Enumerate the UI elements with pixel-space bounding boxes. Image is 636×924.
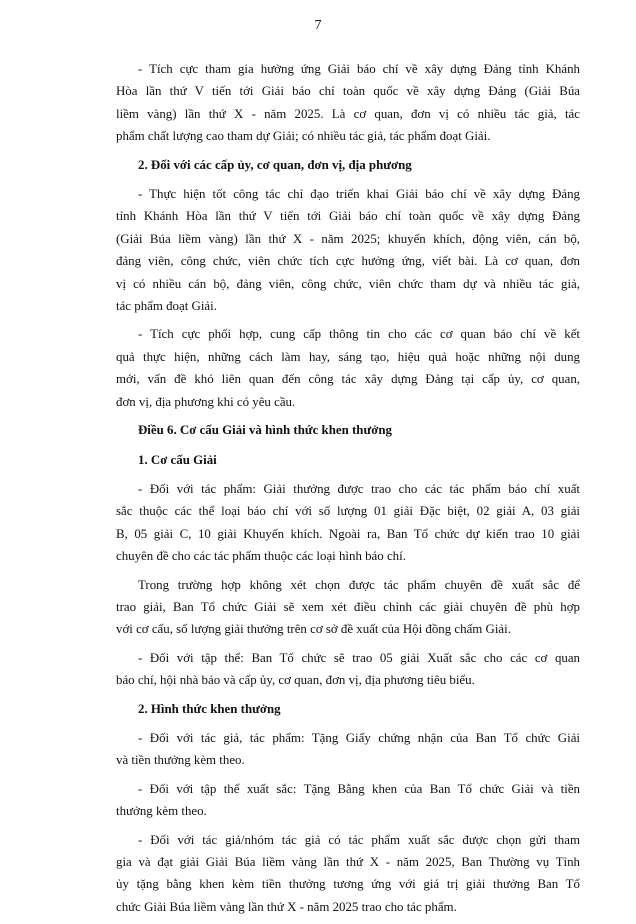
section-heading — [116, 419, 580, 441]
text-line: liềm vàng) lần thứ X - năm 2025. Là cơ quan, đơn vị có nhiều tác giả, tác — [116, 106, 580, 121]
text-line: - Đối với tác giả/nhóm tác giả có tác phẩm xuất sắc được chọn gửi tham — [138, 832, 580, 847]
paragraph — [116, 323, 580, 413]
paragraph — [116, 183, 580, 317]
text-line: 1. Cơ cấu Giải — [138, 452, 217, 467]
text-line: với cơ cấu, số lượng giải thưởng trên cơ sở đề xuất của Hội đồng chấm Giải. — [116, 622, 511, 637]
text-line: trao giải, Ban Tổ chức Giải sẽ xem xét điều chỉnh các giải chuyên đề phù hợp — [116, 599, 580, 614]
paragraph — [116, 829, 580, 919]
text-line: sắc thuộc các thể loại báo chí với số lượng 01 giải Đặc biệt, 02 giải A, 03 giải — [116, 504, 580, 519]
text-line: - Thực hiện tốt công tác chỉ đạo triển khai Giải báo chí về xây dựng Đảng — [138, 187, 580, 202]
text-line: phẩm chất lượng cao tham dự Giải; có nhiều tác giả, tác phẩm đoạt Giải. — [116, 129, 491, 144]
paragraph — [116, 727, 580, 772]
text-line: tỉnh Khánh Hòa lần thứ V tiến tới Giải báo chí toàn quốc về xây dựng Đảng — [116, 209, 580, 224]
paragraph — [116, 478, 580, 568]
text-line: - Đối với tác giả, tác phẩm: Tặng Giấy chứng nhận của Ban Tổ chức Giải — [138, 730, 580, 745]
text-line: 2. Hình thức khen thưởng — [138, 701, 281, 716]
document-body — [116, 58, 580, 924]
text-line: chuyên đề cho các tác phẩm thuộc các loại hình báo chí. — [116, 549, 406, 564]
text-line: - Đối với tác phẩm: Giải thưởng được trao cho các tác phẩm báo chí xuất — [138, 481, 580, 496]
text-line: và tiền thưởng kèm theo. — [116, 753, 245, 768]
paragraph — [116, 574, 580, 641]
paragraph — [116, 778, 580, 823]
text-line: gia và đạt giải Giải Búa liềm vàng lần thứ X - năm 2025, Ban Thường vụ Tỉnh — [116, 855, 580, 869]
text-line: đơn vị, địa phương khi có yêu cầu. — [116, 394, 296, 409]
text-line: ủy tặng bằng khen kèm tiền thưởng tương ứng với giá trị giải thưởng Ban Tổ — [116, 877, 580, 892]
text-line: - Tích cực phối hợp, cung cấp thông tin cho các cơ quan báo chí về kết — [138, 327, 580, 342]
text-line: B, 05 giải C, 10 giải Khuyến khích. Ngoài ra, Ban Tổ chức dự kiến trao 10 giải — [116, 526, 580, 541]
text-line: mới, vấn đề khó liên quan đến công tác xây dựng Đảng tại cấp ủy, cơ quan, — [116, 372, 580, 387]
text-line: Điều 6. Cơ cấu Giải và hình thức khen thưởng — [138, 423, 392, 438]
section-heading — [116, 154, 580, 176]
text-line: 2. Đối với các cấp ủy, cơ quan, đơn vị, địa phương — [138, 157, 412, 172]
page-number: 7 — [314, 18, 322, 33]
text-line: vị có nhiều cán bộ, đảng viên, công chức, viên chức tham dự và nhiều tác giả, — [116, 276, 580, 291]
paragraph — [116, 647, 580, 692]
text-line: quả thực hiện, những cách làm hay, sáng tạo, hiệu quả hoặc những nội dung — [116, 349, 580, 364]
text-line: tác phẩm đoạt Giải. — [116, 299, 217, 314]
text-line: - Tích cực tham gia hưởng ứng Giải báo chí về xây dựng Đảng tỉnh Khánh — [138, 62, 580, 76]
text-line: đảng viên, công chức, viên chức tích cực hưởng ứng, viết bài. Là cơ quan, đơn — [116, 254, 580, 269]
text-line: thưởng kèm theo. — [116, 804, 207, 819]
text-line: - Đối với tập thể: Ban Tổ chức sẽ trao 05 giải Xuất sắc cho các cơ quan — [138, 650, 580, 665]
text-line: Trong trường hợp không xét chọn được tác phẩm chuyên đề xuất sắc để — [138, 577, 580, 592]
text-line: (Giải Búa liềm vàng) lần thứ X - năm 2025; khuyến khích, động viên, cán bộ, — [116, 231, 580, 246]
section-heading — [116, 698, 580, 720]
section-heading — [116, 449, 580, 471]
text-line: chức Giải Búa liềm vàng lần thứ X - năm 2025 trao cho tác phẩm. — [116, 899, 457, 914]
paragraph — [116, 58, 580, 148]
text-line: báo chí, hội nhà báo và cấp ủy, cơ quan, đơn vị, địa phương tiêu biểu. — [116, 673, 475, 688]
text-line: - Đối với tập thể xuất sắc: Tặng Bằng khen của Ban Tổ chức Giải và tiền — [138, 781, 580, 796]
text-line: Hòa lần thứ V tiến tới Giải báo chí toàn quốc về xây dựng Đảng (Giải Búa — [116, 84, 580, 99]
